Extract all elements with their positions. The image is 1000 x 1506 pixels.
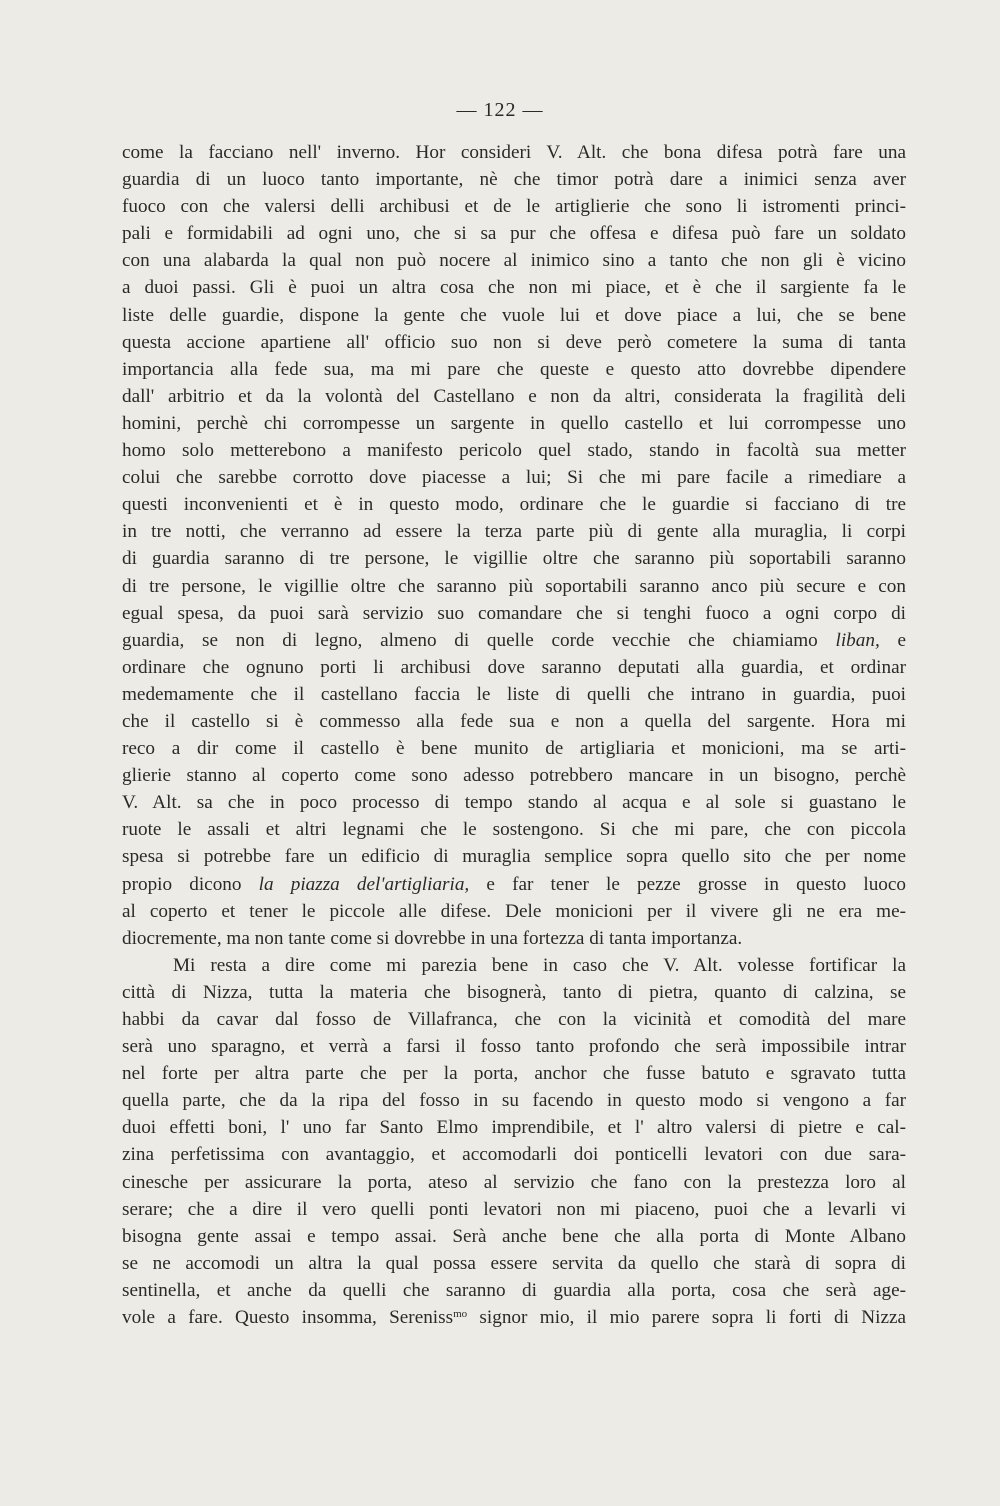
text-line: V. Alt. sa che in poco processo di tempo stando al acqua e al sole si guastano le bbox=[122, 792, 906, 814]
italic-term: liban, bbox=[835, 629, 880, 651]
text-line: questi inconvenienti et è in questo modo, ordinare che le guardie si facciano di tre bbox=[122, 494, 906, 516]
text-line: pali e formidabili ad ogni uno, che si sa pur che offesa e difesa può fare un soldato bbox=[122, 223, 906, 245]
text-line: di tre persone, le vigillie oltre che saranno più soportabili saranno anco più secure e con bbox=[122, 575, 906, 597]
text-line: che il castello si è commesso alla fede sua e non a quella del sargente. Hora mi bbox=[122, 710, 906, 732]
italic-term: la piazza del'artigliaria, bbox=[258, 873, 470, 895]
text-run: signor mio, il mio parere sopra li forti di Nizza bbox=[467, 1307, 907, 1329]
text-line bbox=[122, 871, 906, 898]
text-line: nel forte per altra parte che per la porta, anchor che fusse batuto e sgravato tutta bbox=[122, 1063, 906, 1085]
text-line: città di Nizza, tutta la materia che bisognerà, tanto di pietra, quanto di calzina, se bbox=[122, 981, 906, 1003]
text-line: homini, perchè chi corrompesse un sargente in quello castello et lui corrompesse uno bbox=[122, 412, 906, 434]
text-line: cinesche per assicurare la porta, ateso al servizio che fano con la prestezza loro al bbox=[122, 1171, 906, 1193]
text-line: al coperto et tener le piccole alle difese. Dele monicioni per il vivere gli ne era me- bbox=[122, 900, 906, 922]
text-line: serare; che a dire il vero quelli ponti levatori non mi piaceno, puoi che a levarli vi bbox=[122, 1198, 906, 1220]
body-text bbox=[122, 139, 906, 1331]
page-number: — 122 — bbox=[456, 99, 544, 121]
text-line: habbi da cavar dal fosso de Villafranca, che con la vicinità et comodità del mare bbox=[122, 1009, 906, 1030]
text-line: reco a dir come il castello è bene munito de artigliaria et monicioni, ma se arti- bbox=[122, 738, 906, 760]
text-line: glierie stanno al coperto come sono adesso potrebbero mancare in un bisogno, perchè bbox=[122, 765, 906, 787]
text-line: ruote le assali et altri legnami che le sostengono. Si che mi pare, che con piccola bbox=[122, 819, 906, 841]
text-line: spesa si potrebbe fare un edificio di muraglia semplice sopra quello sito che per nome bbox=[122, 846, 906, 868]
text-line: zina perfetissima con avantaggio, et accomodarli doi ponticelli levatori con due sara- bbox=[122, 1144, 906, 1166]
superscript: mo bbox=[453, 1308, 468, 1321]
text-line: a duoi passi. Gli è puoi un altra cosa che non mi piace, et è che il sargiente fa le bbox=[122, 277, 906, 299]
text-line: se ne accomodi un altra la qual possa essere servita da quello che starà di sopra di bbox=[122, 1252, 906, 1274]
text-line bbox=[122, 627, 906, 654]
text-line: serà uno sparagno, et verrà a farsi il fosso tanto profondo che serà impossibile intrar bbox=[122, 1036, 906, 1058]
text-line: come la facciano nell' inverno. Hor consideri V. Alt. che bona difesa potrà fare una bbox=[122, 142, 906, 163]
text-run: propio dicono bbox=[122, 873, 259, 895]
text-line: medemamente che il castellano faccia le liste di quelli che intrano in guardia, puoi bbox=[122, 683, 906, 705]
text-line: egual spesa, da puoi sarà servizio suo comandare che si tenghi fuoco a ogni corpo di bbox=[122, 602, 906, 624]
text-run: e bbox=[879, 629, 906, 651]
text-line: colui che sarebbe corrotto dove piacesse a lui; Si che mi pare facile a rimediare a bbox=[122, 467, 906, 489]
text-line: bisogna gente assai e tempo assai. Serà anche bene che alla porta di Monte Albano bbox=[122, 1225, 906, 1247]
text-run: vole a fare. Questo insomma, Sereniss bbox=[122, 1307, 454, 1329]
text-line: quella parte, che da la ripa del fosso in su facendo in questo modo si vengono a far bbox=[122, 1090, 906, 1112]
paragraph-first-line: Mi resta a dire come mi parezia bene in caso che V. Alt. volesse fortificar la bbox=[173, 954, 906, 976]
text-line: duoi effetti boni, l' uno far Santo Elmo imprendibile, et l' altro valersi di pietre e cal- bbox=[122, 1117, 906, 1139]
text-line: questa accione apartiene all' officio suo non si deve però cometere la suma di tanta bbox=[122, 331, 906, 353]
text-line: ordinare che ognuno porti li archibusi dove saranno deputati alla guardia, et ordinar bbox=[122, 656, 906, 678]
text-line: liste delle guardie, dispone la gente che vuole lui et dove piace a lui, che se bene bbox=[122, 304, 906, 326]
text-line: in tre notti, che verranno ad essere la terza parte più di gente alla muraglia, li corpi bbox=[122, 521, 906, 543]
text-line: diocremente, ma non tante come si dovrebbe in una fortezza di tanta importanza. bbox=[122, 927, 743, 949]
text-line: importancia alla fede sua, ma mi pare che queste e questo atto dovrebbe dipendere bbox=[122, 358, 906, 380]
text-line: dall' arbitrio et da la volontà del Castellano e non da altri, considerata la fragilità deli bbox=[122, 385, 906, 407]
text-run: guardia, se non di legno, almeno di quelle corde vecchie che chiamiamo bbox=[122, 629, 836, 651]
text-line: guardia di un luoco tanto importante, nè che timor potrà dare a inimici senza aver bbox=[122, 169, 906, 191]
text-line bbox=[122, 1304, 906, 1331]
text-line: homo solo metterebono a manifesto pericolo quel stado, stando in facoltà sua metter bbox=[122, 440, 906, 462]
text-line: sentinella, et anche da quelli che saranno di guardia alla porta, cosa che serà age- bbox=[122, 1279, 906, 1301]
text-line: fuoco con che valersi delli archibusi et de le artiglierie che sono li istromenti princi- bbox=[122, 196, 906, 218]
text-run: e far tener le pezze grosse in questo luoco bbox=[469, 873, 906, 895]
text-line: con una alabarda la qual non può nocere al inimico sino a tanto che non gli è vicino bbox=[122, 250, 906, 272]
text-line: di guardia saranno di tre persone, le vigillie oltre che saranno più soportabili saranno bbox=[122, 548, 906, 570]
